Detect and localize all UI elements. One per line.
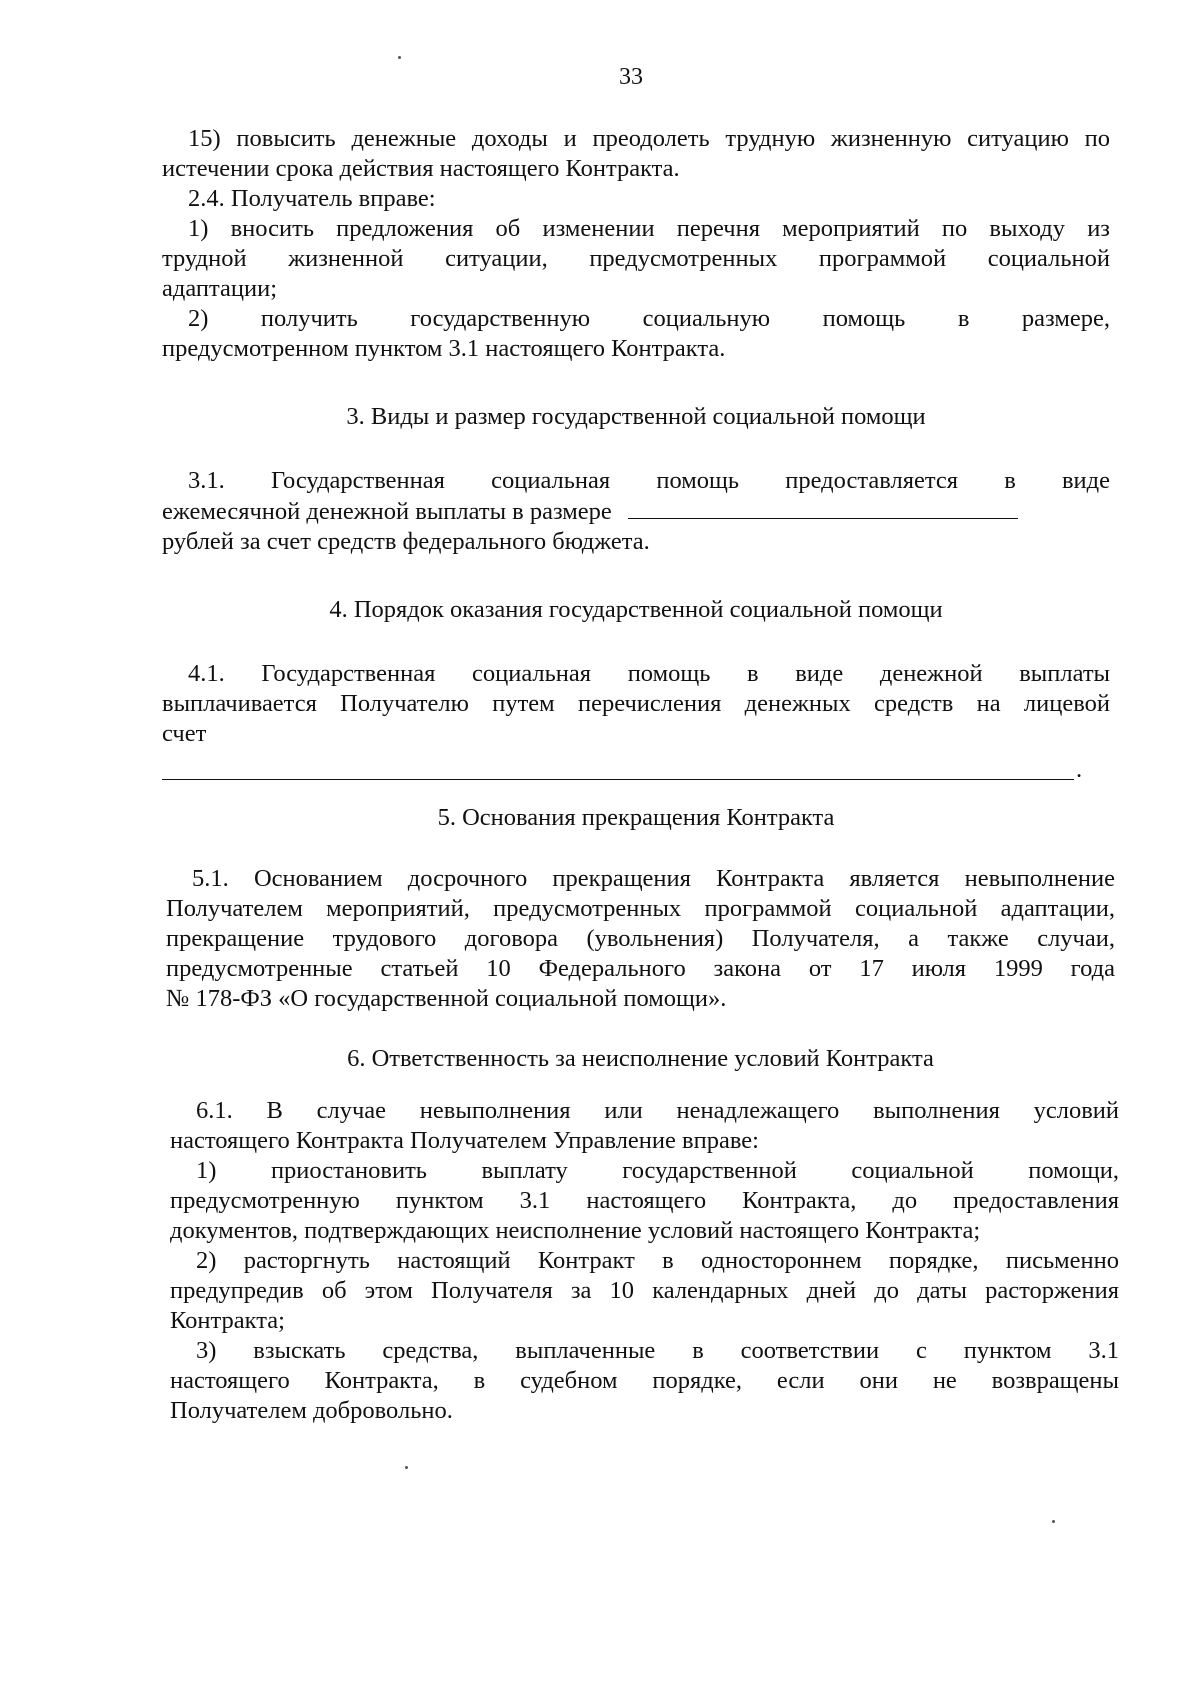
clause-3-1-line-2-text: ежемесячной денежной выплаты в размере	[162, 498, 612, 525]
clause-6-1-1-line-3: документов, подтверждающих неисполнение условий настоящего Контракта;	[170, 1217, 981, 1244]
clause-6-1-2-line-1: 2) расторгнуть настоящий Контракт в одностороннем порядке, письменно	[196, 1247, 1119, 1274]
clause-5-1-line-1: 5.1. Основанием досрочного прекращения Контракта является невыполнение	[192, 865, 1115, 892]
clause-6-1-3-line-2: настоящего Контракта, в судебном порядке, если они не возвращены	[170, 1367, 1119, 1394]
clause-4-1-line-3: счет	[162, 720, 207, 747]
scan-speck	[405, 1466, 408, 1469]
section-6-heading: 6. Ответственность за неисполнение условий Контракта	[347, 1045, 934, 1072]
clause-4-1-line-2: выплачивается Получателю путем перечисления денежных средств на лицевой	[162, 690, 1110, 717]
clause-6-1-2-line-3: Контракта;	[170, 1307, 285, 1334]
clause-2-4-2-line-2: предусмотренном пунктом 3.1 настоящего Контракта.	[162, 335, 726, 362]
account-blank-rule	[162, 779, 1074, 780]
clause-3-1-line-1: 3.1. Государственная социальная помощь предоставляется в виде	[188, 467, 1110, 494]
clause-2-4-1-line-2: трудной жизненной ситуации, предусмотренных программой социальной	[162, 245, 1110, 272]
section-5	[166, 864, 1115, 1074]
clause-6-1-line-1: 6.1. В случае невыполнения или ненадлежащего выполнения условий	[196, 1097, 1119, 1124]
page-number: 33	[619, 64, 643, 90]
clause-5-1-line-3: прекращение трудового договора (увольнения) Получателя, а также случаи,	[166, 925, 1115, 952]
clause-5-1-line-5: № 178-ФЗ «О государственной социальной помощи».	[166, 985, 727, 1012]
clause-2-4-title: 2.4. Получатель вправе:	[188, 185, 436, 212]
clause-6-1-line-2: настоящего Контракта Получателем Управление вправе:	[170, 1127, 759, 1154]
item-15-line-2: истечении срока действия настоящего Контракта.	[162, 155, 680, 182]
section-6	[170, 1096, 1119, 1426]
sections-2-4	[162, 124, 1110, 833]
clause-6-1-2-line-2: предупредив об этом Получателя за 10 календарных дней до даты расторжения	[170, 1277, 1119, 1304]
clause-6-1-3-line-3: Получателем добровольно.	[170, 1397, 453, 1424]
clause-6-1-1-line-2: предусмотренную пунктом 3.1 настоящего Контракта, до предоставления	[170, 1187, 1119, 1214]
clause-6-1-1-line-1: 1) приостановить выплату государственной социальной помощи,	[196, 1157, 1119, 1184]
clause-2-4-2-line-1: 2) получить государственную социальную помощь в размере,	[188, 305, 1110, 332]
clause-2-4-1-line-1: 1) вносить предложения об изменении перечня мероприятий по выходу из	[188, 215, 1110, 242]
clause-3-1-line-2	[162, 496, 1110, 527]
clause-5-1-line-2: Получателем мероприятий, предусмотренных программой социальной адаптации,	[166, 895, 1115, 922]
amount-blank-field	[628, 496, 1018, 519]
section-5-heading: 5. Основания прекращения Контракта	[437, 804, 835, 831]
account-blank-end: .	[1076, 756, 1083, 783]
account-blank-field	[162, 749, 1110, 795]
section-3-heading: 3. Виды и размер государственной социальной помощи	[346, 403, 926, 430]
scan-speck	[398, 56, 401, 59]
clause-4-1-line-1: 4.1. Государственная социальная помощь в виде денежной выплаты	[188, 660, 1110, 687]
clause-5-1-line-4: предусмотренные статьей 10 Федерального закона от 17 июля 1999 года	[166, 955, 1115, 982]
section-4-heading: 4. Порядок оказания государственной социальной помощи	[329, 596, 943, 623]
clause-2-4-1-line-3: адаптации;	[162, 275, 278, 302]
clause-6-1-3-line-1: 3) взыскать средства, выплаченные в соответствии с пунктом 3.1	[196, 1337, 1119, 1364]
item-15-line-1: 15) повысить денежные доходы и преодолеть трудную жизненную ситуацию по	[188, 125, 1110, 152]
scan-speck	[1052, 1520, 1055, 1523]
clause-3-1-line-3: рублей за счет средств федерального бюджета.	[162, 528, 650, 555]
